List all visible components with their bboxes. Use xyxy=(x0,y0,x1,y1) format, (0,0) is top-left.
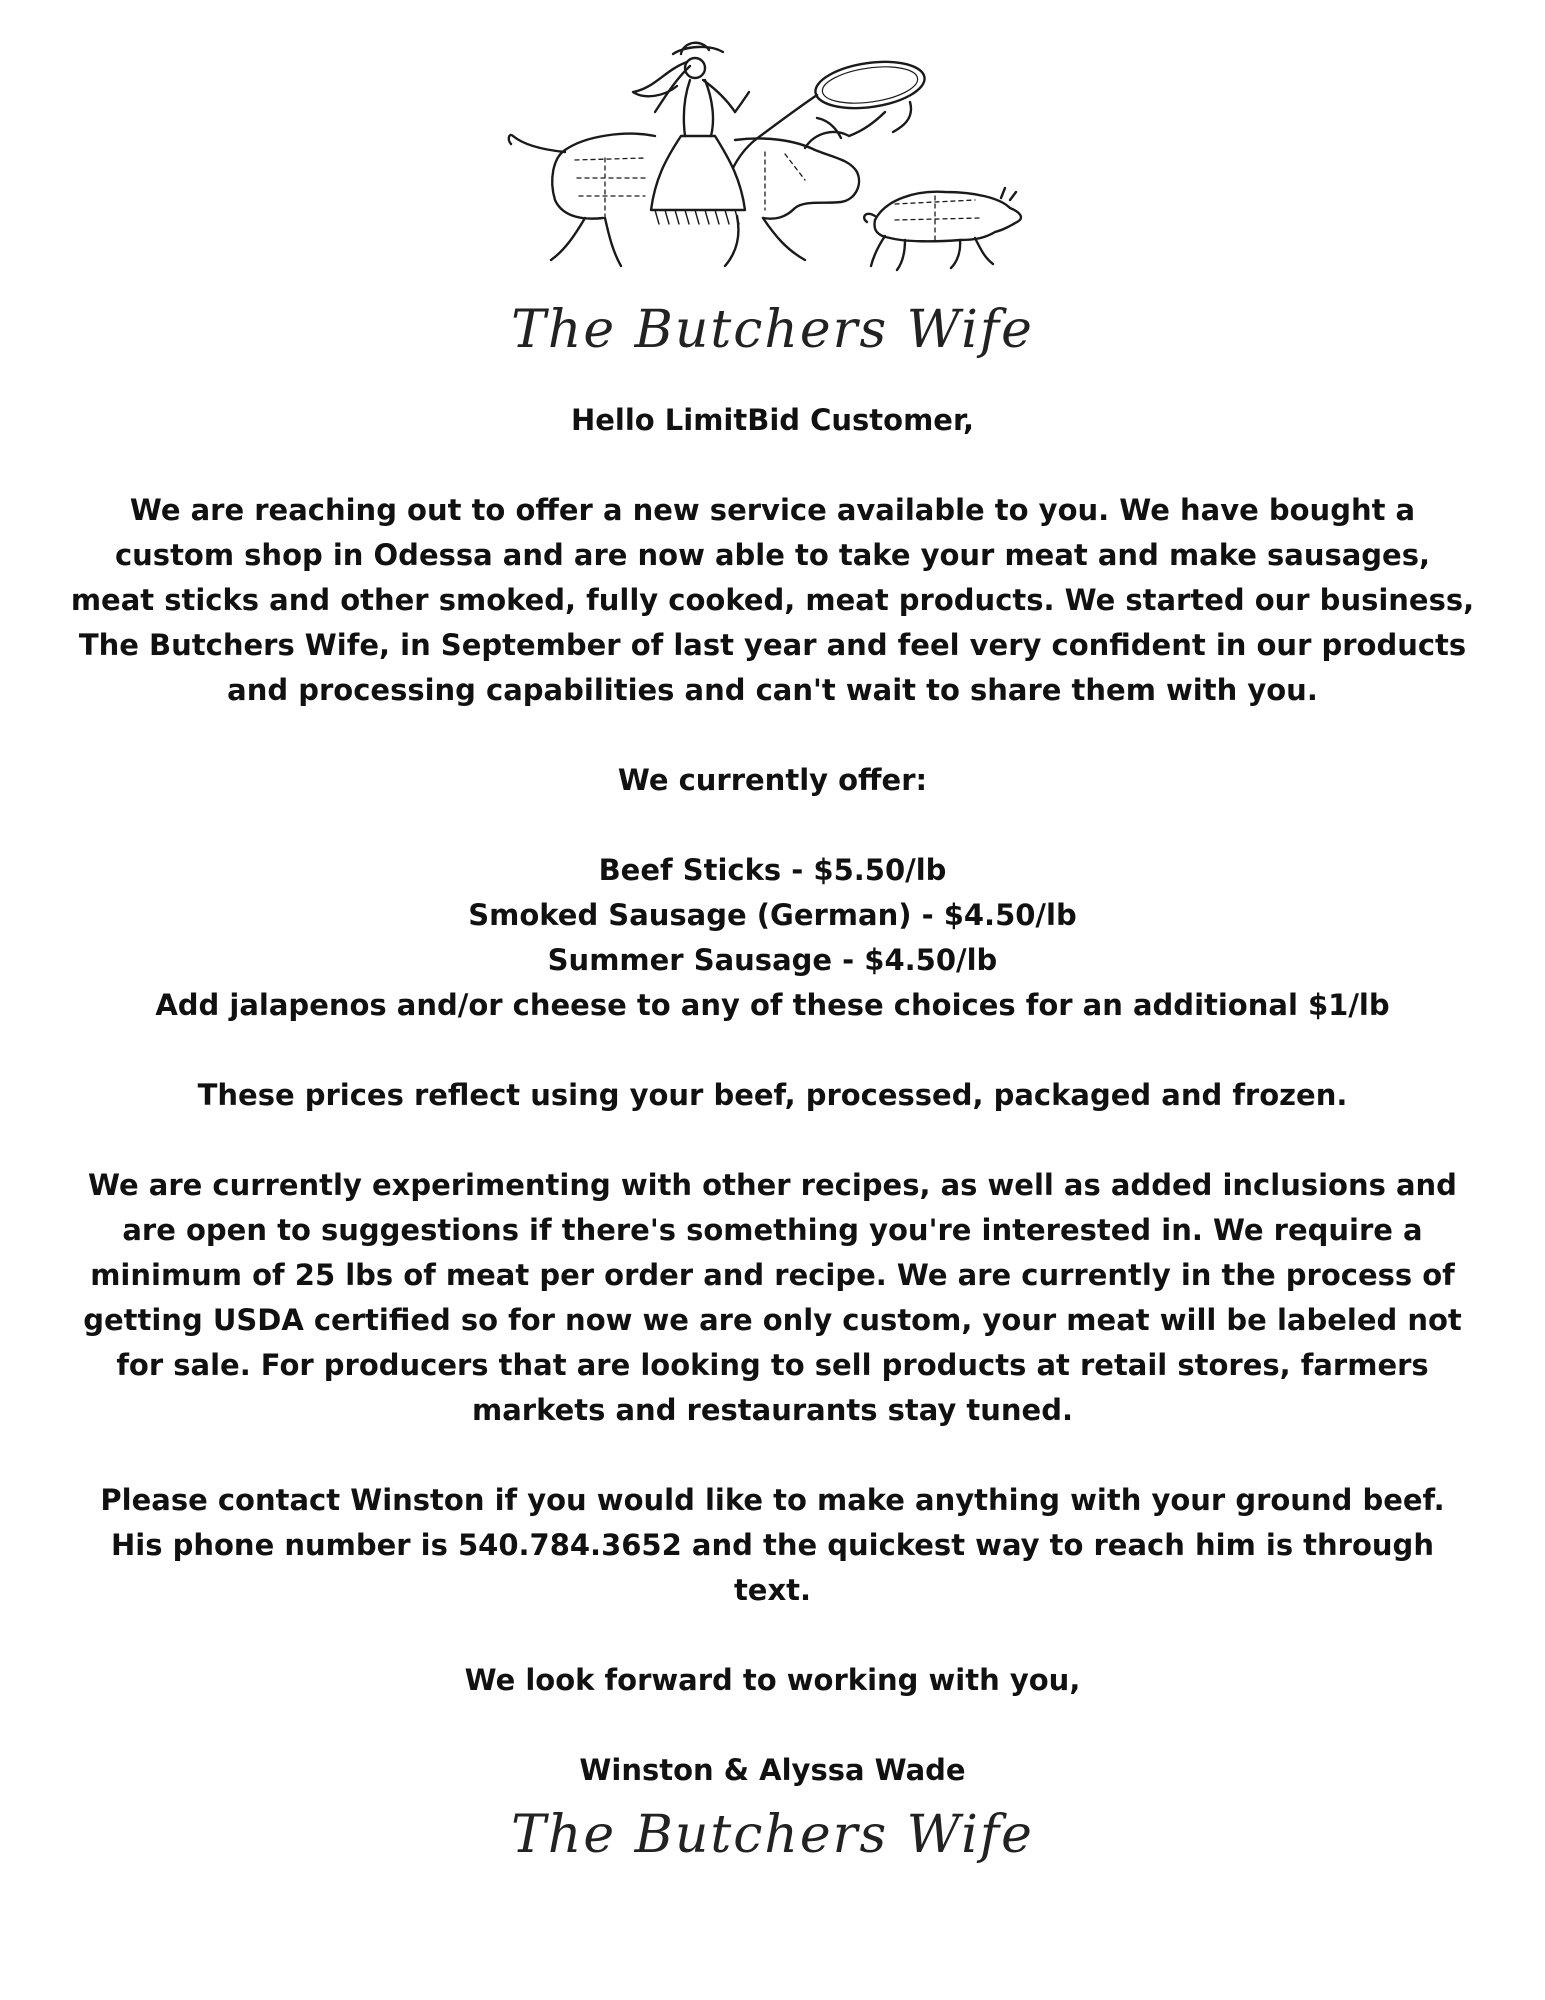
closing-line: We look forward to working with you, xyxy=(464,1663,1081,1697)
experiment-paragraph: We are currently experimenting with other recipes, as well as added inclusions and are open to suggestions if there's something you're interested in. We require a minimum of 25 lbs of meat per order and recipe. We are currently in the process of getting USDA certified so for now we are only custom, your meat will be labeled not for sale. For producers that are looking to sell products at retail stores, farmers markets and restaurants stay tuned. xyxy=(83,1168,1462,1427)
prices-note: These prices reflect using your beef, processed, packaged and frozen. xyxy=(197,1078,1348,1112)
offer-list xyxy=(70,848,1475,1028)
offer-item: Summer Sausage - $4.50/lb xyxy=(547,943,998,977)
offer-addon: Add jalapenos and/or cheese to any of these choices for an additional $1/lb xyxy=(155,988,1390,1022)
brand-wordmark-bottom: The Butchers Wife xyxy=(511,1805,1034,1865)
letter-body xyxy=(70,398,1475,1838)
offer-heading: We currently offer: xyxy=(617,763,928,797)
contact-paragraph: Please contact Winston if you would like to make anything with your ground beef. His phone number is 540.784.3652 and the quickest way to reach him is through text. xyxy=(100,1483,1445,1607)
cow-icon xyxy=(565,134,859,219)
brand-wordmark-top: The Butchers Wife xyxy=(511,300,1034,360)
offer-item: Beef Sticks - $5.50/lb xyxy=(598,853,947,887)
signature: Winston & Alyssa Wade xyxy=(579,1753,966,1787)
intro-paragraph: We are reaching out to offer a new service available to you. We have bought a custom shop in Odessa and are now able to take your meat and make sausages, meat sticks and other smoked, fully cooked, meat products. We started our business, The Butchers Wife, in September of last year and feel very confident in our products and processing capabilities and can't wait to share them with you. xyxy=(70,493,1475,707)
pig-icon xyxy=(875,192,1021,242)
cowboy-hat-icon xyxy=(673,43,723,54)
greeting: Hello LimitBid Customer, xyxy=(570,403,975,437)
cowgirl-cattle-illustration xyxy=(505,40,1025,290)
offer-item: Smoked Sausage (German) - $4.50/lb xyxy=(468,898,1077,932)
